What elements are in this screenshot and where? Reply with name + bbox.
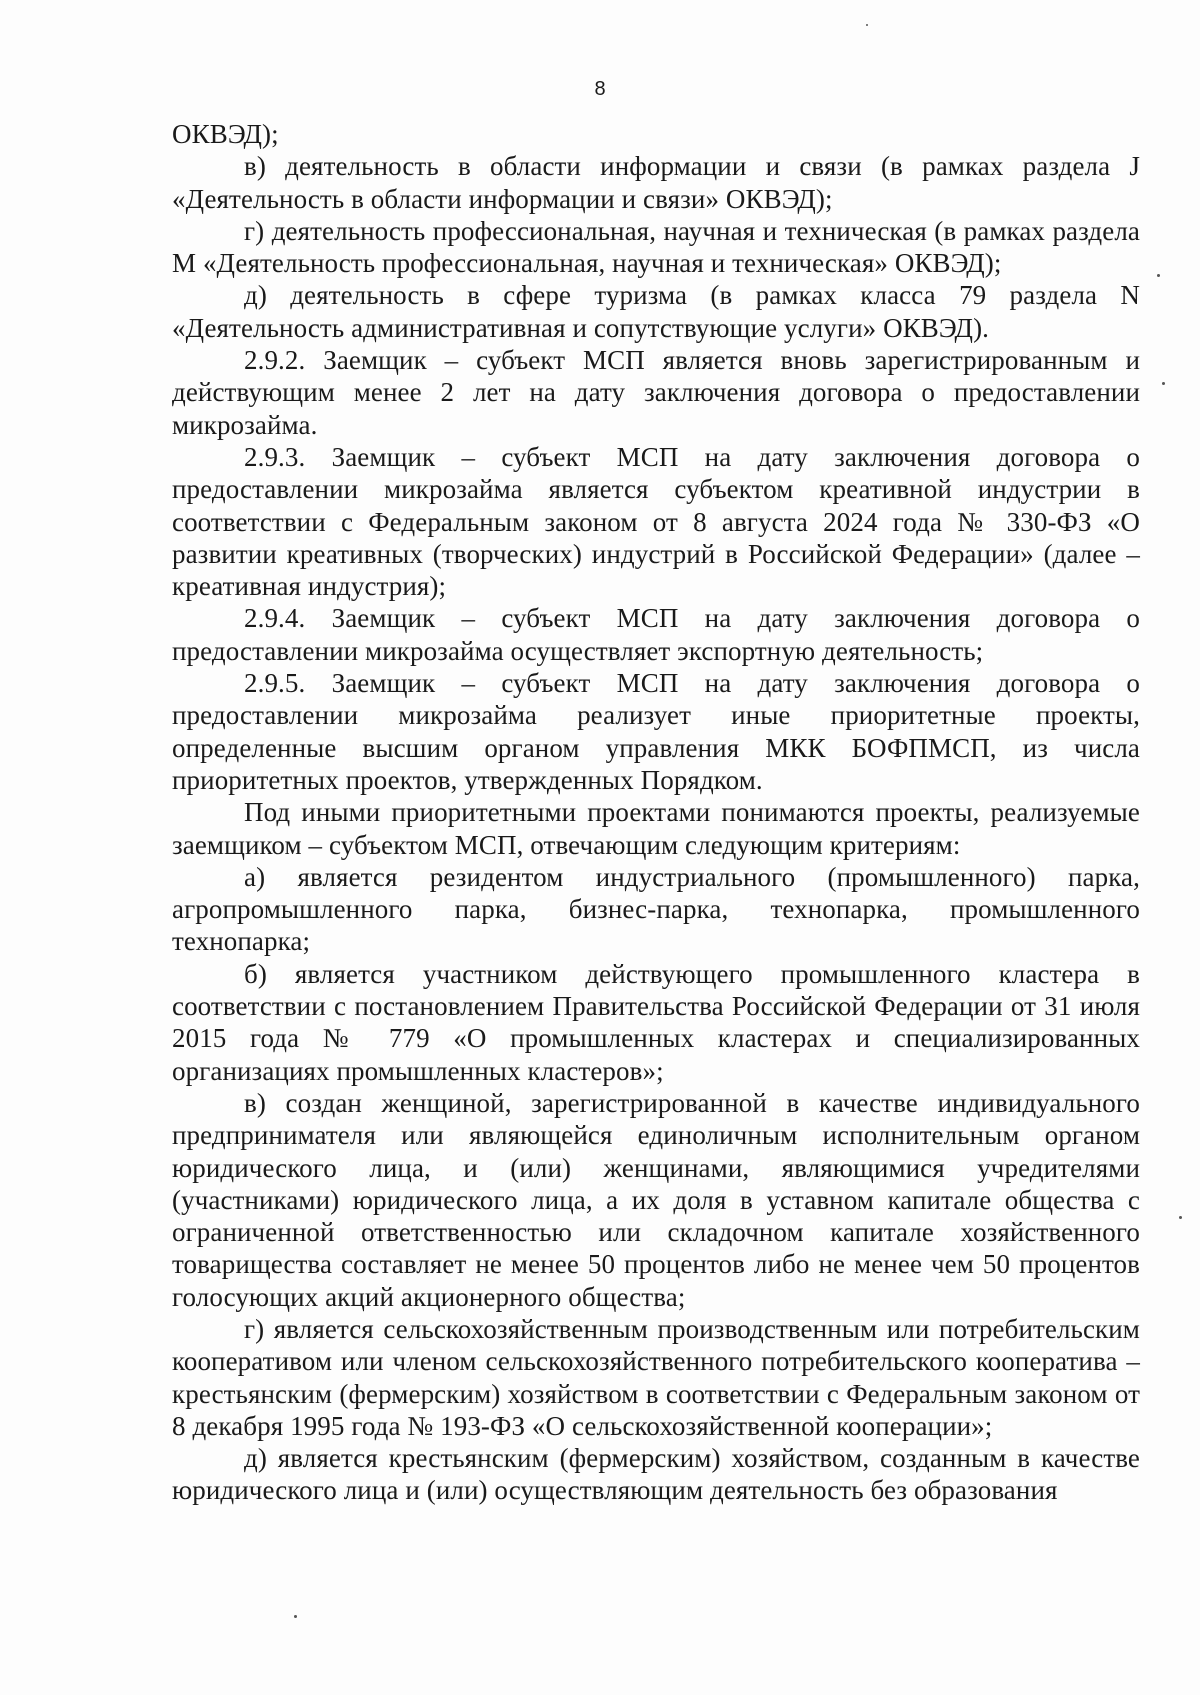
paragraph-item-g-professional: г) деятельность профессиональная, научная и техническая (в рамках раздела M «Деятельность профессиональная, научная и техническая» ОКВЭД); — [172, 215, 1140, 279]
paragraph-criterion-a: а) является резидентом индустриального (промышленного) парка, агропромышленного парка, бизнес-парка, технопарка, промышленного технопарка; — [172, 861, 1140, 957]
scan-speck — [866, 24, 868, 26]
paragraph-item-v-information: в) деятельность в области информации и связи (в рамках раздела J «Деятельность в области информации и связи» ОКВЭД); — [172, 151, 1140, 214]
scan-speck — [294, 1615, 297, 1618]
scan-speck — [1157, 274, 1160, 277]
paragraph-continuation-okved: ОКВЭД); — [172, 119, 279, 149]
paragraph-criterion-v: в) создан женщиной, зарегистрированной в качестве индивидуального предпринимателя или являющейся единоличным исполнительным органом юридического лица, и (или) женщинами, являющимися учредителями (участниками) юридического лица, а их доля в уставном капитале общества с ограниченной ответственностью или складочном капитале хозяйственного товарищества составляет не менее 50 процентов либо не менее чем 50 процентов голосующих акций акционерного общества; — [172, 1087, 1140, 1312]
scan-speck — [1162, 382, 1165, 385]
paragraph-clause-2-9-5: 2.9.5. Заемщик – субъект МСП на дату заключения договора о предоставлении микрозайма реализует иные приоритетные проекты, определенные высшим органом управления МКК БОФПМСП, из числа приоритетных проектов, утвержденных Порядком. — [172, 668, 1140, 795]
body-text — [172, 118, 1140, 1507]
paragraph-criterion-d: д) является крестьянским (фермерским) хозяйством, созданным в качестве юридического лица и (или) осуществляющим деятельность без образования — [172, 1443, 1140, 1506]
page-number: 8 — [594, 78, 606, 100]
paragraph-criterion-b: б) является участником действующего промышленного кластера в соответствии с постановлением Правительства Российской Федерации от 31 июля 2015 года № 779 «О промышленных кластерах и специализированных организациях промышленных кластеров»; — [172, 958, 1140, 1086]
paragraph-clause-2-9-4: 2.9.4. Заемщик – субъект МСП на дату заключения договора о предоставлении микрозайма осуществляет экспортную деятельность; — [172, 603, 1140, 666]
paragraph-item-d-tourism: д) деятельность в сфере туризма (в рамках класса 79 раздела N «Деятельность административная и сопутствующие услуги» ОКВЭД). — [172, 280, 1140, 343]
paragraph-priority-projects-intro: Под иными приоритетными проектами понимаются проекты, реализуемые заемщиком – субъектом МСП, отвечающим следующим критериям: — [172, 797, 1140, 860]
paragraph-clause-2-9-2: 2.9.2. Заемщик – субъект МСП является вновь зарегистрированным и действующим менее 2 лет на дату заключения договора о предоставлении микрозайма. — [172, 345, 1140, 440]
paragraph-criterion-g: г) является сельскохозяйственным производственным или потребительским кооперативом или членом сельскохозяйственного потребительского кооператива – крестьянским (фермерским) хозяйством в соответствии с Федеральным законом от 8 декабря 1995 года № 193-ФЗ «О сельскохозяйственной кооперации»; — [172, 1313, 1140, 1441]
scan-speck — [1179, 1216, 1182, 1219]
paragraph-clause-2-9-3: 2.9.3. Заемщик – субъект МСП на дату заключения договора о предоставлении микрозайма является субъектом креативной индустрии в соответствии с Федеральным законом от 8 августа 2024 года № 330-ФЗ «О развитии креативных (творческих) индустрий в Российской Федерации» (далее – креативная индустрия); — [172, 441, 1140, 602]
